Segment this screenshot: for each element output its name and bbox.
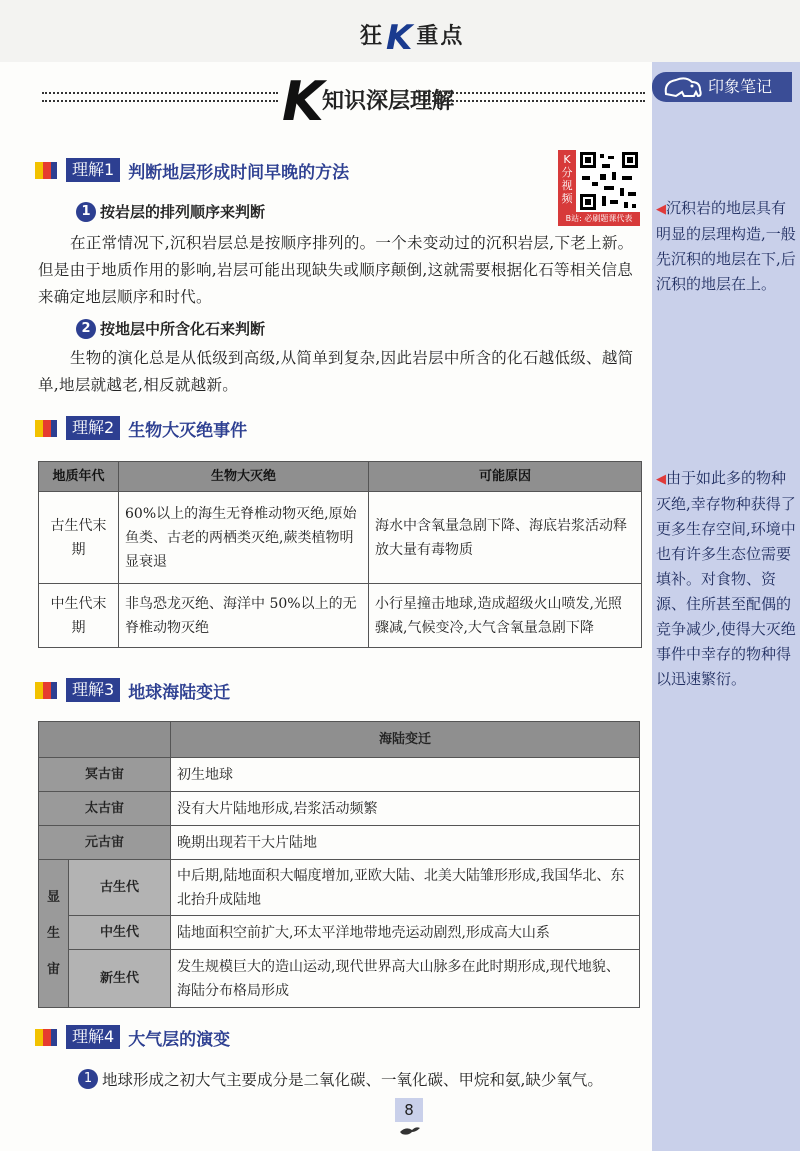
section-banner: [30, 70, 645, 133]
qr-caption: B站: 必刷题课代表: [558, 212, 640, 226]
section-heading-4: [34, 1024, 230, 1050]
paragraph: 在正常情况下,沉积岩层总是按顺序排列的。一个未变动过的沉积岩层,下老上新。但是由于地质作用的影响,岩层可能出现缺失或顺序颠倒,这就需要根据化石等相关信息来确定地层顺序和时代。: [38, 234, 634, 306]
table-row: [39, 826, 640, 860]
list-item: [78, 1068, 603, 1090]
desc-cell: 中后期,陆地面积大幅度增加,亚欧大陆、北美大陆雏形形成,我国华北、东北抬升成陆地: [171, 860, 640, 916]
desc-cell: 发生规模巨大的造山运动,现代世界高大山脉多在此时期形成,现代地貌、海陆分布格局形成: [171, 950, 640, 1008]
section-heading-1: [34, 157, 349, 183]
number-badge: 2: [76, 319, 96, 339]
qr-pattern: [578, 150, 640, 212]
dotted-rule: [425, 92, 645, 102]
subheading-2: 2 按地层中所含化石来判断: [76, 318, 265, 339]
era-cell: 古生代末期: [39, 492, 119, 584]
table-header-row: [39, 722, 640, 758]
book-icon: [34, 418, 64, 438]
table-row: [39, 792, 640, 826]
desc-cell: 晚期出现若干大片陆地: [171, 826, 640, 860]
banner-k-logo: K: [282, 70, 324, 133]
number-badge: 1: [78, 1069, 98, 1089]
extinction-cell: 非鸟恐龙灭绝、海洋中 50%以上的无脊椎动物灭绝: [119, 584, 369, 648]
arrow-icon: ◀: [656, 202, 666, 217]
section-title: 生物大灭绝事件: [128, 420, 248, 441]
era-cell: 新生代: [69, 950, 171, 1008]
table-row: [39, 584, 642, 648]
section-badge: 理解2: [66, 416, 120, 440]
cause-cell: 海水中含氧量急剧下降、海底岩浆活动释放大量有毒物质: [369, 492, 642, 584]
eon-cell: 太古宙: [39, 792, 171, 826]
section-badge: 理解4: [66, 1025, 120, 1049]
corner-cell: [39, 722, 171, 758]
desc-cell: 陆地面积空前扩大,环太平洋地带地壳运动剧烈,形成高大山系: [171, 916, 640, 950]
desc-cell: 没有大片陆地形成,岩浆活动频繁: [171, 792, 640, 826]
table-row: [39, 758, 640, 792]
era-cell: 中生代: [69, 916, 171, 950]
k-logo: K: [386, 18, 415, 58]
column-header: 生物大灭绝: [119, 462, 369, 492]
eon-cell: 元古宙: [39, 826, 171, 860]
extinction-table: [38, 461, 642, 648]
page-number: 8: [395, 1098, 423, 1122]
book-icon: [34, 680, 64, 700]
column-header: 海陆变迁: [171, 722, 640, 758]
notes-tab-label: 印象笔记: [708, 77, 773, 96]
bird-icon: [398, 1124, 422, 1138]
section-title: 地球海陆变迁: [128, 682, 231, 703]
header-title: 狂K重点: [360, 18, 465, 58]
section-badge: 理解1: [66, 158, 120, 182]
section-heading-3: [34, 677, 230, 703]
section-title: 判断地层形成时间早晚的方法: [128, 162, 350, 183]
table-row: [39, 916, 640, 950]
table-row: [39, 492, 642, 584]
column-header: 地质年代: [39, 462, 119, 492]
era-cell: 中生代末期: [39, 584, 119, 648]
table-header-row: [39, 462, 642, 492]
land-sea-table: [38, 721, 640, 1008]
paragraph: 生物的演化总是从低级到高级,从简单到复杂,因此岩层中所含的化石越低级、越简单,地层就越老,相反就越新。: [38, 349, 634, 394]
subheading-1: 1 按岩层的排列顺序来判断: [76, 201, 265, 222]
notes-tab: [652, 72, 792, 102]
phanerozoic-label: 显生宙: [46, 889, 60, 977]
arrow-icon: ◀: [656, 472, 666, 487]
list-item-text: 地球形成之初大气主要成分是二氧化碳、一氧化碳、甲烷和氨,缺少氧气。: [102, 1071, 603, 1089]
qr-code[interactable]: [558, 150, 640, 226]
phanerozoic-cell: [39, 860, 69, 1008]
section-heading-2: [34, 415, 247, 441]
section-badge: 理解3: [66, 678, 120, 702]
eon-cell: 冥古宙: [39, 758, 171, 792]
book-icon: [34, 160, 64, 180]
column-header: 可能原因: [369, 462, 642, 492]
qr-side-label: K分视频: [558, 150, 576, 212]
section-title: 大气层的演变: [128, 1029, 231, 1050]
elephant-icon: [662, 74, 704, 100]
cause-cell: 小行星撞击地球,造成超级火山喷发,光照骤减,气候变冷,大气含氧量急剧下降: [369, 584, 642, 648]
table-row: [39, 950, 640, 1008]
era-cell: 古生代: [69, 860, 171, 916]
page-header: [0, 0, 800, 62]
table-row: [39, 860, 640, 916]
dotted-rule: [42, 92, 278, 102]
side-note-1: ◀沉积岩的地层具有明显的层理构造,一般先沉积的地层在下,后沉积的地层在上。: [656, 199, 796, 293]
number-badge: 1: [76, 202, 96, 222]
desc-cell: 初生地球: [171, 758, 640, 792]
side-note-2: ◀由于如此多的物种灭绝,幸存物种获得了更多生存空间,环境中也有许多生态位需要填补。对食物、资源、住所甚至配偶的竞争减少,使得大灭绝事件中幸存的物种得以迅速繁衍。: [656, 469, 796, 688]
extinction-cell: 60%以上的海生无脊椎动物灭绝,原始鱼类、古老的两栖类灭绝,蕨类植物明显衰退: [119, 492, 369, 584]
banner-title: 知识深层理解: [322, 89, 455, 114]
book-icon: [34, 1027, 64, 1047]
